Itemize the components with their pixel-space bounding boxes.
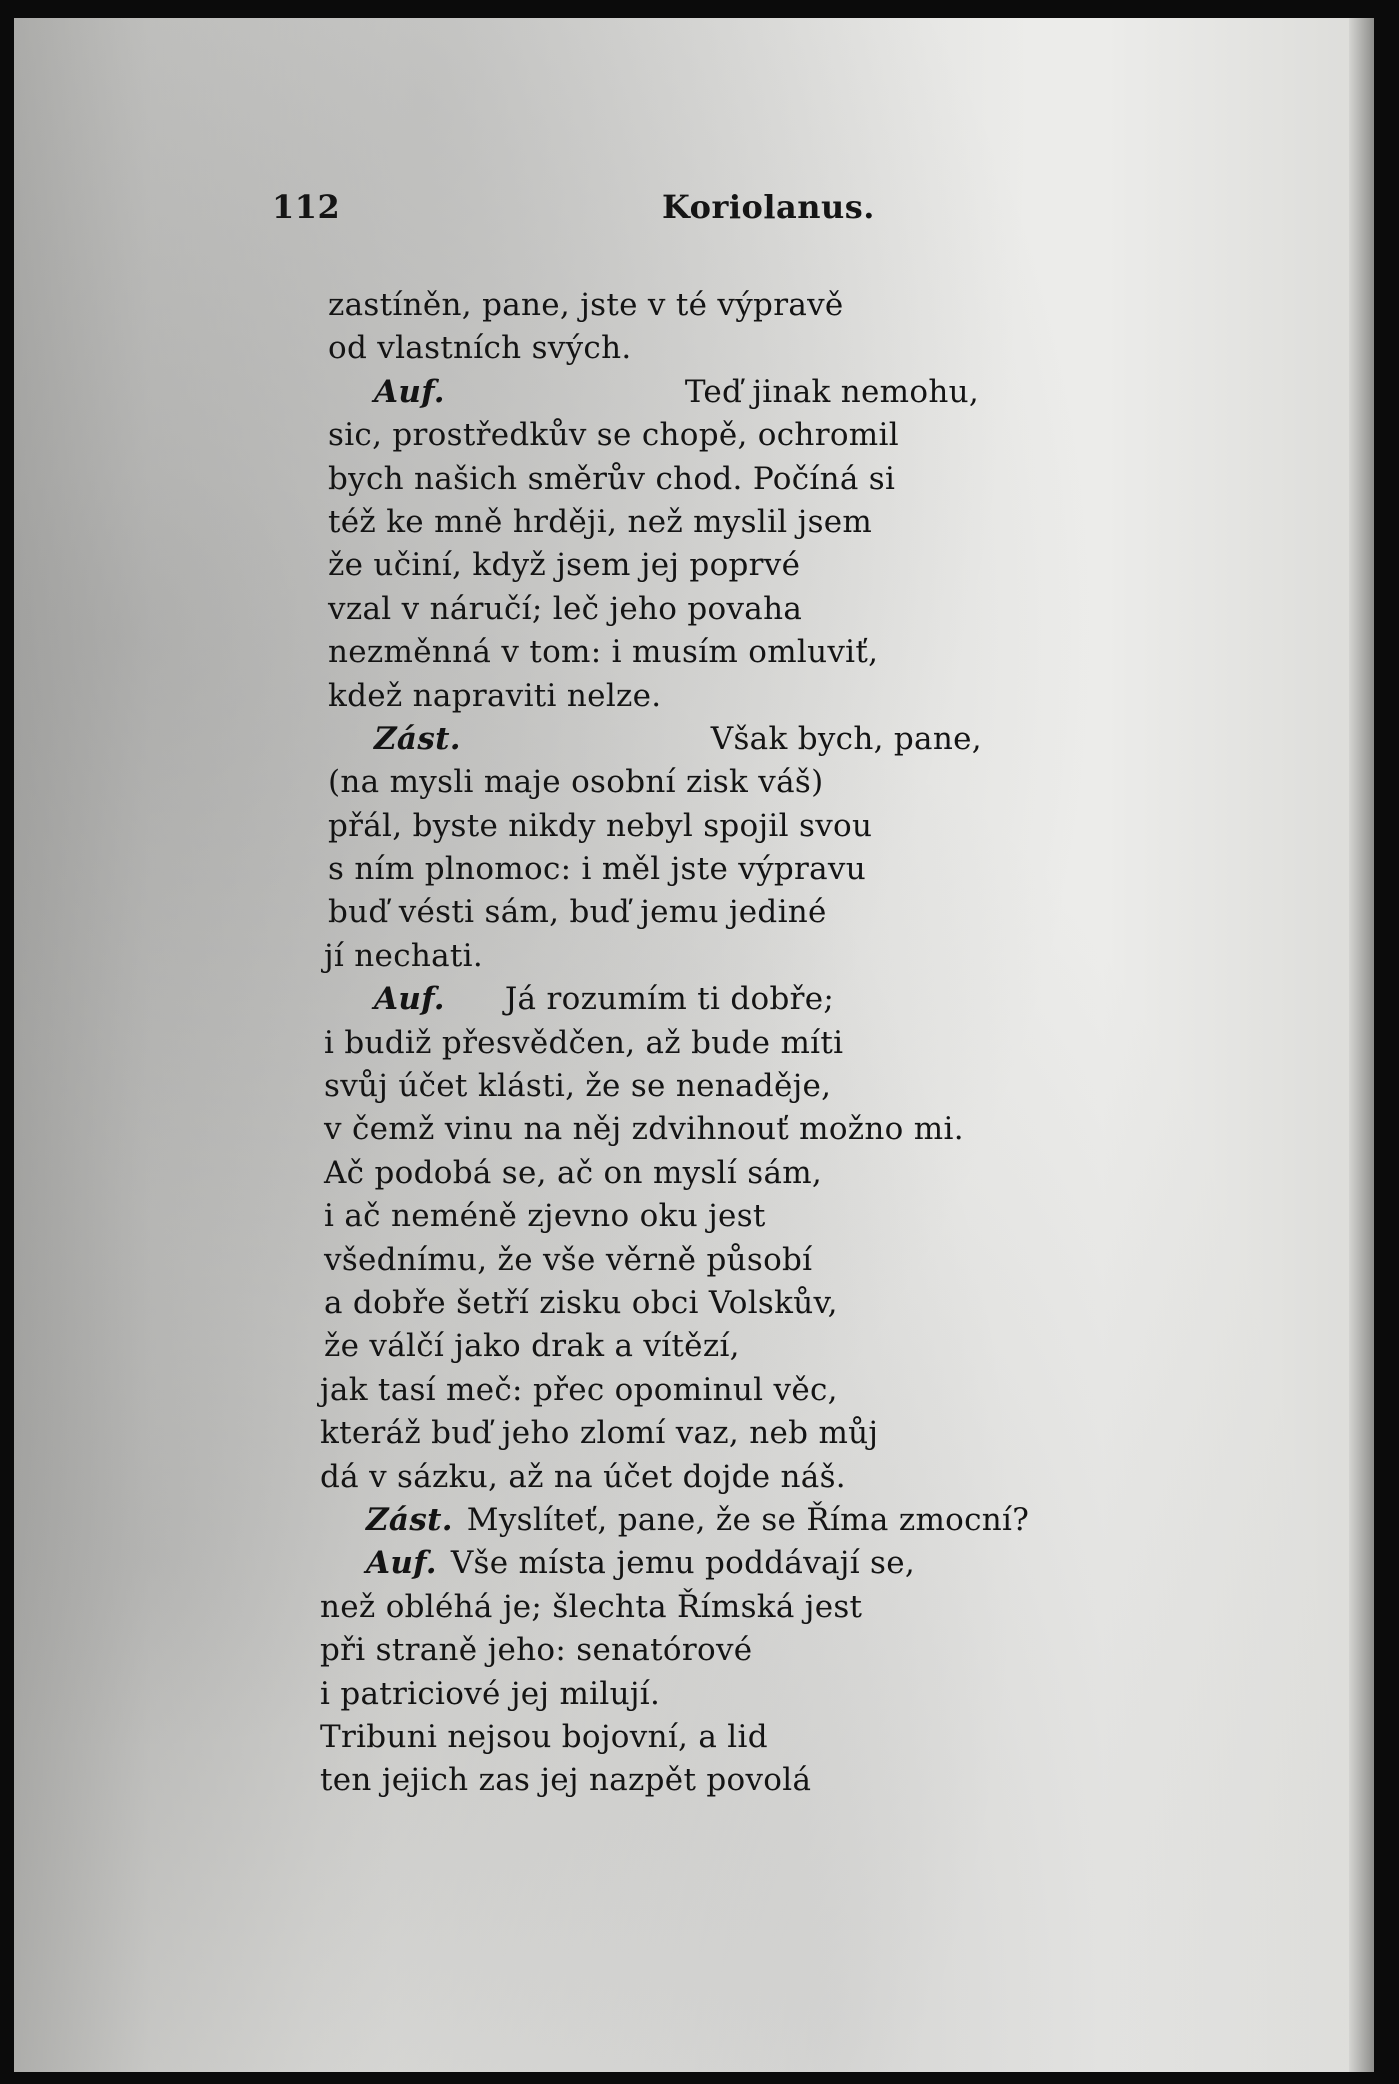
verse-line — [314, 1022, 1214, 1065]
verse-line — [314, 284, 1214, 327]
verse-line — [314, 848, 1214, 891]
verse-line — [314, 1108, 1214, 1151]
line-text: Však bych, pane, — [710, 720, 982, 757]
verse-line — [314, 1542, 1214, 1585]
verse-line — [314, 935, 1214, 978]
line-text: s ním plnomoc: i měl jste výpravu — [328, 851, 867, 888]
verse-line — [314, 631, 1214, 674]
line-text: Teď jinak nemohu, — [684, 373, 980, 410]
verse-line — [314, 544, 1214, 587]
verse-line — [314, 1586, 1214, 1629]
verse-line — [314, 718, 1214, 761]
line-text: že učiní, když jsem jej poprvé — [328, 547, 801, 584]
verse-line — [314, 1759, 1214, 1802]
verse-line — [314, 588, 1214, 631]
line-text: i ač neméně zjevno oku jest — [324, 1198, 766, 1235]
verse-line — [314, 761, 1214, 804]
line-text: při straně jeho: senatórové — [320, 1632, 753, 1669]
verse-line — [314, 458, 1214, 501]
line-text: kteráž buď jeho zlomí vaz, neb můj — [320, 1415, 879, 1452]
verse-line — [314, 1369, 1214, 1412]
speaker-name: Auf. — [374, 373, 445, 410]
speaker-name: Auf. — [366, 1545, 437, 1582]
line-text: Vše místa jemu poddávají se, — [450, 1545, 916, 1582]
line-text: nezměnná v tom: i musím omluviť, — [328, 634, 879, 671]
page-number: 112 — [272, 188, 341, 226]
verse-text — [314, 284, 1214, 1803]
line-text: ten jejich zas jej nazpět povolá — [320, 1762, 812, 1799]
verse-line — [314, 1499, 1214, 1542]
verse-line — [314, 1716, 1214, 1759]
line-text: kdež napraviti nelze. — [328, 677, 662, 714]
verse-line — [314, 1065, 1214, 1108]
line-text: dá v sázku, až na účet dojde náš. — [320, 1458, 846, 1495]
verse-line — [314, 1325, 1214, 1368]
line-text: bych našich směrův chod. Počíná si — [328, 460, 896, 497]
book-page — [14, 18, 1374, 2072]
line-text: Myslíteť, pane, že se Říma zmocní? — [466, 1501, 1030, 1538]
verse-line — [314, 327, 1214, 370]
speaker-name: Zást. — [366, 1501, 453, 1538]
line-text: Já rozumím ti dobře; — [504, 981, 835, 1018]
line-text: buď vésti sám, buď jemu jediné — [328, 894, 827, 931]
line-text: přál, byste nikdy nebyl spojil svou — [328, 807, 873, 844]
verse-line — [314, 1456, 1214, 1499]
line-text: vzal v náručí; leč jeho povaha — [328, 590, 803, 627]
line-text: i budiž přesvědčen, až bude míti — [324, 1024, 844, 1061]
verse-line — [314, 891, 1214, 934]
line-text: než obléhá je; šlechta Římská jest — [320, 1588, 863, 1625]
speaker-name: Auf. — [374, 981, 445, 1018]
line-text: jí nechati. — [324, 937, 484, 974]
verse-line — [314, 1629, 1214, 1672]
verse-line — [314, 371, 1214, 414]
line-text: že válčí jako drak a vítězí, — [324, 1328, 740, 1365]
line-text: v čemž vinu na něj zdvihnouť možno mi. — [324, 1111, 964, 1148]
verse-line — [314, 1152, 1214, 1195]
verse-line — [314, 675, 1214, 718]
verse-line — [314, 1239, 1214, 1282]
verse-line — [314, 978, 1214, 1021]
line-text: a dobře šetří zisku obci Volskův, — [324, 1284, 838, 1321]
verse-line — [314, 1195, 1214, 1238]
line-text: sic, prostředkův se chopě, ochromil — [328, 417, 899, 454]
verse-line — [314, 1673, 1214, 1716]
verse-line — [314, 414, 1214, 457]
verse-line — [314, 1282, 1214, 1325]
line-text: všednímu, že vše věrně působí — [324, 1241, 813, 1278]
speaker-name: Zást. — [374, 720, 461, 757]
line-text: (na mysli maje osobní zisk váš) — [328, 764, 824, 801]
verse-line — [314, 805, 1214, 848]
line-text: i patriciové jej milují. — [320, 1675, 661, 1712]
line-text: zastíněn, pane, jste v té výpravě — [328, 287, 844, 323]
line-text: též ke mně hrději, než myslil jsem — [328, 503, 873, 540]
verse-line — [314, 501, 1214, 544]
line-text: svůj účet klásti, že se nenaděje, — [324, 1068, 832, 1105]
running-title: Koriolanus. — [662, 188, 875, 226]
page-edge-shadow — [1349, 18, 1374, 2072]
line-text: Tribuni nejsou bojovní, a lid — [320, 1718, 768, 1755]
line-text: jak tasí meč: přec opominul věc, — [320, 1371, 838, 1408]
line-text: od vlastních svých. — [328, 330, 632, 367]
verse-line — [314, 1412, 1214, 1455]
line-text: Ač podobá se, ač on myslí sám, — [324, 1154, 823, 1191]
